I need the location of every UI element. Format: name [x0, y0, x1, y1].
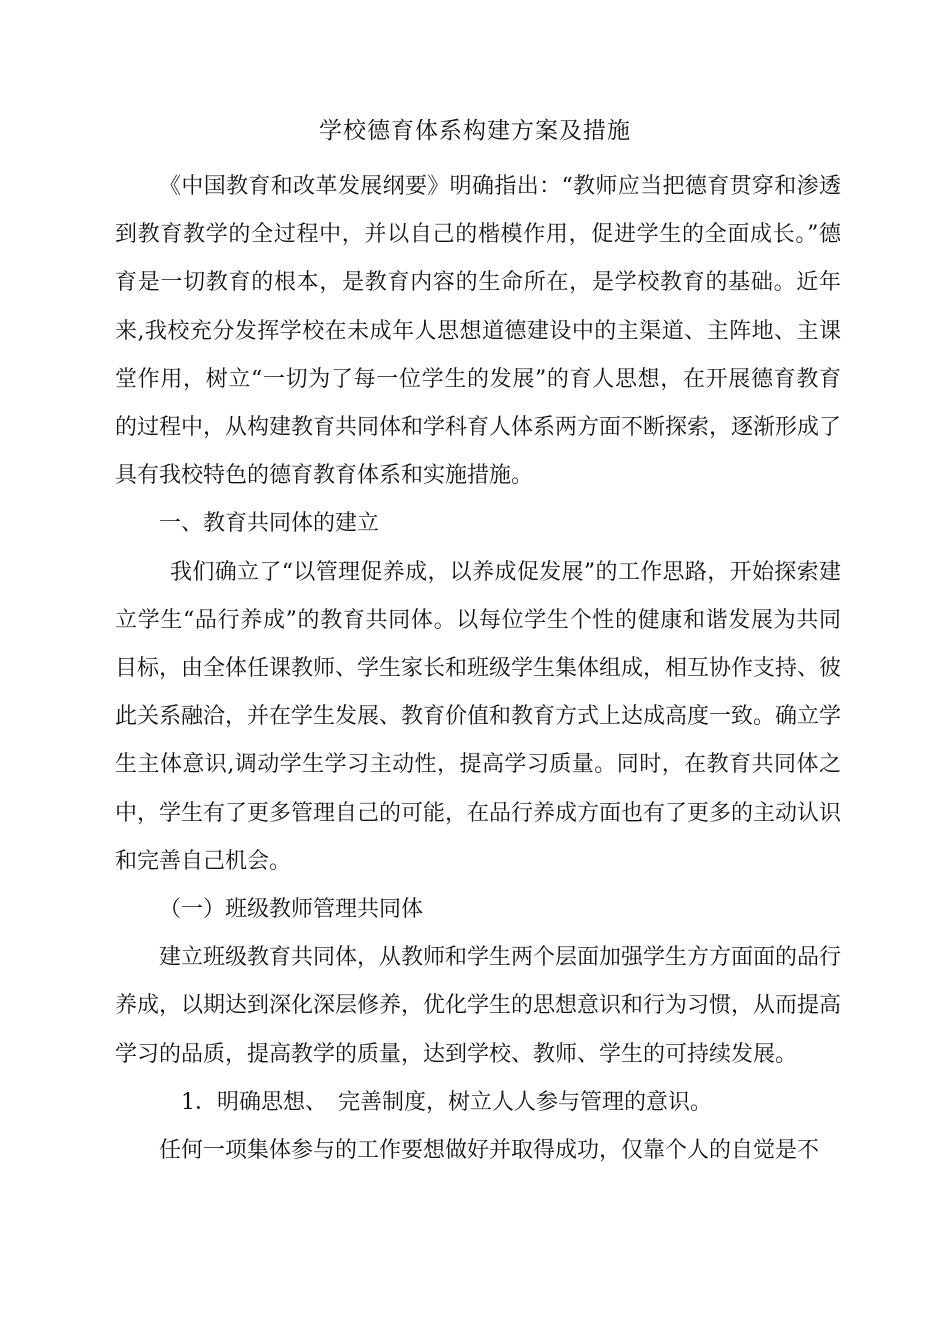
- item-1-paragraph: 任何一项集体参与的工作要想做好并取得成功，仅靠个人的自觉是不: [159, 1138, 820, 1164]
- document-title: 学校德育体系构建方案及措施: [319, 118, 631, 144]
- subsection-1-paragraph: 建立班级教育共同体，从教师和学生两个层面加强学生方方面面的品行养成，以期达到深化深层修养，优化学生的思想意识和行为习惯，从而提高学习的品质，提高教学的质量，达到学校、教师、学生的可持续发展。: [115, 945, 842, 1067]
- item-heading-1: 1．明确思想、 完善制度，树立人人参与管理的意识。: [181, 1089, 712, 1115]
- subsection-heading-1: （一）班级教师管理共同体: [159, 897, 424, 923]
- section-heading-1: 一、教育共同体的建立: [159, 511, 380, 537]
- section-1-paragraph: 我们确立了“以管理促养成，以养成促发展”的工作思路，开始探索建立学生“品行养成”的教育共同体。以每位学生个性的健康和谐发展为共同目标，由全体任课教师、学生家长和班级学生集体组成，相互协作支持、彼此关系融洽，并在学生发展、教育价值和教育方式上达成高度一致。确立学生主体意识,调动学生学习主动性，提高学习质量。同时，在教育共同体之中，学生有了更多管理自己的可能，在品行养成方面也有了更多的主动认识和完善自己机会。: [115, 559, 842, 874]
- intro-paragraph: 《中国教育和改革发展纲要》明确指出：“教师应当把德育贯穿和渗透到教育教学的全过程中，并以自己的楷模作用，促进学生的全面成长。”德育是一切教育的根本，是教育内容的生命所在，是学校教育的基础。近年来,我校充分发挥学校在未成年人思想道德建设中的主渠道、主阵地、主课堂作用，树立“一切为了每一位学生的发展”的育人思想，在开展德育教育的过程中，从构建教育共同体和学科育人体系两方面不断探索，逐渐形成了具有我校特色的德育教育体系和实施措施。: [115, 174, 842, 489]
- document-body: [115, 163, 841, 1175]
